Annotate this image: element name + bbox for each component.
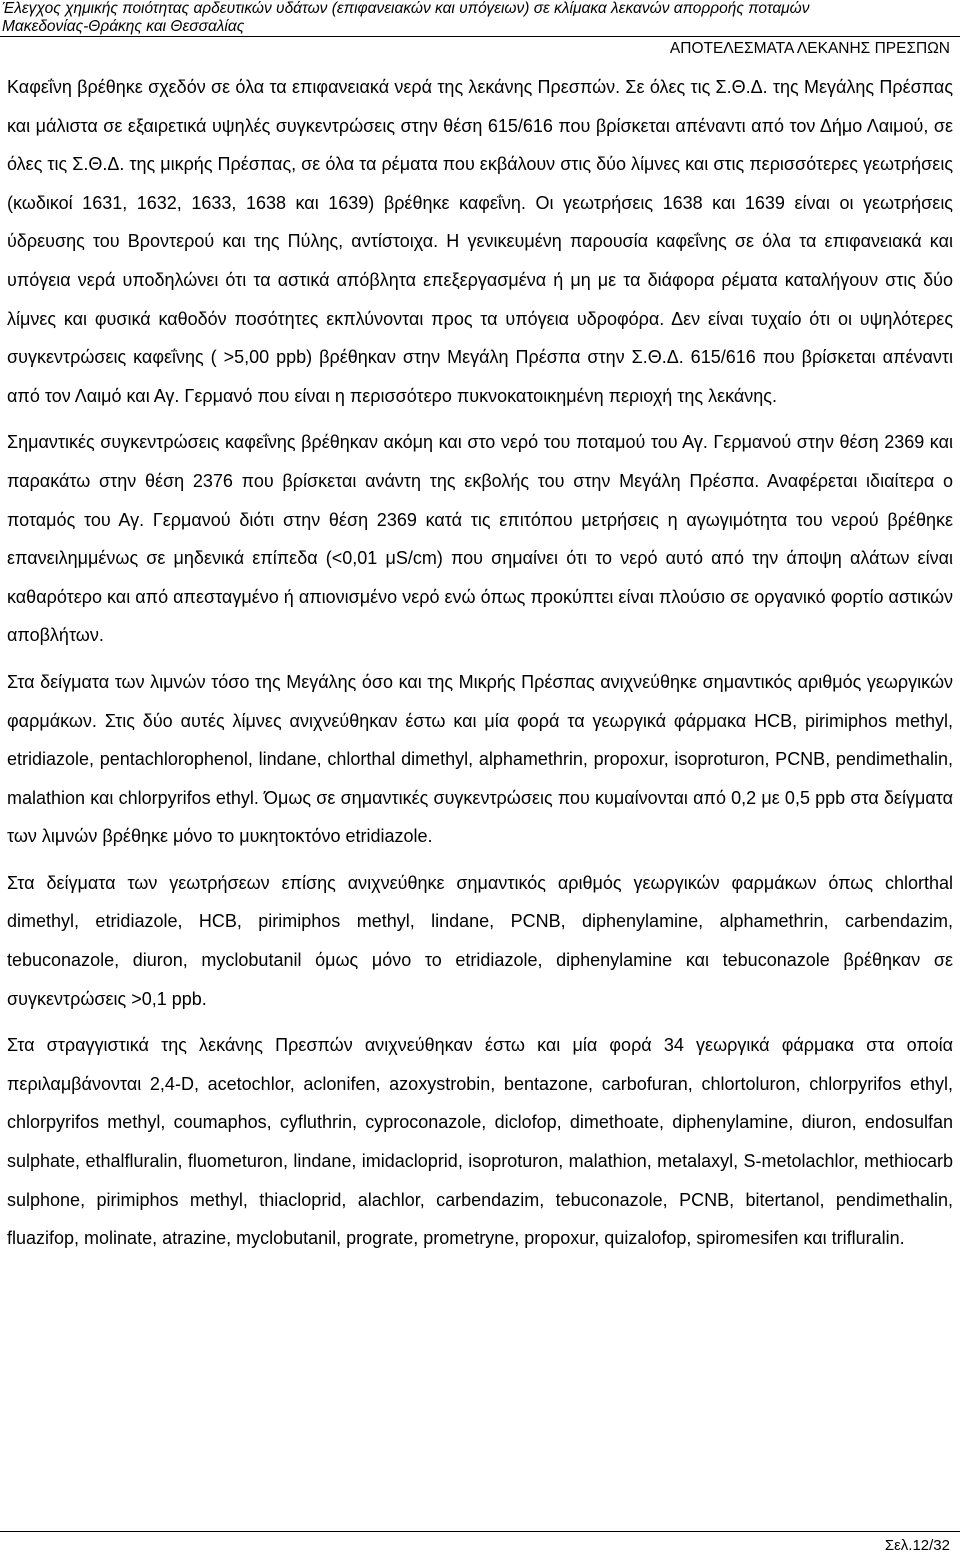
header-title-line-1: Έλεγχος χημικής ποιότητας αρδευτικών υδάτων (επιφανειακών και υπόγειων) σε κλίμακα λεκανών απορροής ποταμών — [2, 0, 810, 17]
paragraph-lake-pesticides: Στα δείγματα των λιμνών τόσο της Μεγάλης όσο και της Μικρής Πρέσπας ανιχνεύθηκε σημαντικός αριθμός γεωργικών φαρμάκων. Στις δύο αυτές λίμνες ανιχνεύθηκαν έστω και μία φορά τα γεωργικά φάρμακα HCB, pirimiphos methyl, etridiazole, pentachlorophenol, lindane, chlorthal dimethyl, alphamethrin, propoxur, isoproturon, PCNB, pendimethalin, malathion και chlorpyrifos ethyl. Όμως σε σημαντικές συγκεντρώσεις που κυμαίνονται από 0,2 με 0,5 ppb στα δείγματα των λιμνών βρέθηκε μόνο το μυκητοκτόνο etridiazole. — [7, 671, 953, 847]
page-header — [0, 0, 960, 64]
document-body — [7, 68, 953, 1266]
footer-divider — [0, 1531, 960, 1532]
header-title-line-2: Μακεδονίας-Θράκης και Θεσσαλίας — [2, 18, 245, 35]
paragraph-borehole-pesticides: Στα δείγματα των γεωτρήσεων επίσης ανιχνεύθηκε σημαντικός αριθμός γεωργικών φαρμάκων όπως chlorthal dimethyl, etridiazole, HCB, pirimiphos methyl, lindane, PCNB, diphenylamine, alphamethrin, carbendazim, tebuconazole, diuron, myclobutanil όμως μόνο το etridiazole, diphenylamine και tebuconazole βρέθηκαν σε συγκεντρώσεις >0,1 ppb. — [7, 872, 953, 1009]
page-number: Σελ.12/32 — [884, 1537, 950, 1554]
header-section-title: ΑΠΟΤΕΛΕΣΜΑΤΑ ΛΕΚΑΝΗΣ ΠΡΕΣΠΩΝ — [669, 40, 950, 57]
paragraph-drainage-pesticides: Στα στραγγιστικά της λεκάνης Πρεσπών ανιχνεύθηκαν έστω και μία φορά 34 γεωργικά φάρμακα στα οποία περιλαμβάνονται 2,4-D, acetochlor, aclonifen, azoxystrobin, bentazone, carbofuran, chlortoluron, chlorpyrifos ethyl, chlorpyrifos methyl, coumaphos, cyfluthrin, cyproconazole, diclofop, dimethoate, diphenylamine, diuron, endosulfan sulphate, ethalfluralin, fluometuron, lindane, imidacloprid, isoproturon, malathion, metalaxyl, S-metolachlor, methiocarb sulphone, pirimiphos methyl, thiacloprid, alachlor, carbendazim, tebuconazole, PCNB, bitertanol, pendimethalin, fluazifop, molinate, atrazine, myclobutanil, prograte, prometryne, propoxur, quizalofop, spiromesifen και trifluralin. — [7, 1035, 953, 1249]
paragraph-agios-germanos-river: Σημαντικές συγκεντρώσεις καφεΐνης βρέθηκαν ακόμη και στο νερό του ποταμού του Αγ. Γερμανού στην θέση 2369 και παρακάτω στην θέση 2376 που βρίσκεται ανάντη της εκβολής του στην Μεγάλη Πρέσπα. Αναφέρεται ιδιαίτερα ο ποταμός του Αγ. Γερμανού διότι στην θέση 2369 κατά τις επιτόπου μετρήσεις η αγωγιμότητα του νερού βρέθηκε επανειλημμένως σε μηδενικά επίπεδα (<0,01 μS/cm) που σημαίνει ότι το νερό αυτό από την άποψη αλάτων είναι καθαρότερο και από απεσταγμένο ή απιονισμένο νερό ενώ όπως προκύπτει είναι πλούσιο σε οργανικό φορτίο αστικών αποβλήτων. — [7, 432, 953, 646]
paragraph-caffeine-surface-waters: Καφεΐνη βρέθηκε σχεδόν σε όλα τα επιφανειακά νερά της λεκάνης Πρεσπών. Σε όλες τις Σ.Θ.Δ. της Μεγάλης Πρέσπας και μάλιστα σε εξαιρετικά υψηλές συγκεντρώσεις στην θέση 615/616 που βρίσκεται απέναντι από τον Δήμο Λαιμού, σε όλες τις Σ.Θ.Δ. της μικρής Πρέσπας, σε όλα τα ρέματα που εκβάλουν στις δύο λίμνες και στις περισσότερες γεωτρήσεις (κωδικοί 1631, 1632, 1633, 1638 και 1639) βρέθηκε καφεΐνη. Οι γεωτρήσεις 1638 και 1639 είναι οι γεωτρήσεις ύδρευσης του Βροντερού και της Πύλης, αντίστοιχα. Η γενικευμένη παρουσία καφεΐνης σε όλα τα επιφανειακά και υπόγεια νερά υποδηλώνει ότι τα αστικά απόβλητα επεξεργασμένα ή μη με τα διάφορα ρέματα καταλήγουν στις δύο λίμνες και φυσικά καθοδόν ποσότητες εκπλύνονται προς τα υπόγεια υδροφόρα. Δεν είναι τυχαίο ότι οι υψηλότερες συγκεντρώσεις καφεΐνης ( >5,00 ppb) βρέθηκαν στην Μεγάλη Πρέσπα στην Σ.Θ.Δ. 615/616 που βρίσκεται απέναντι από τον Λαιμό και Αγ. Γερμανό που είναι η περισσότερο πυκνοκατοικημένη περιοχή της λεκάνης. — [7, 77, 953, 406]
header-divider — [0, 36, 960, 37]
